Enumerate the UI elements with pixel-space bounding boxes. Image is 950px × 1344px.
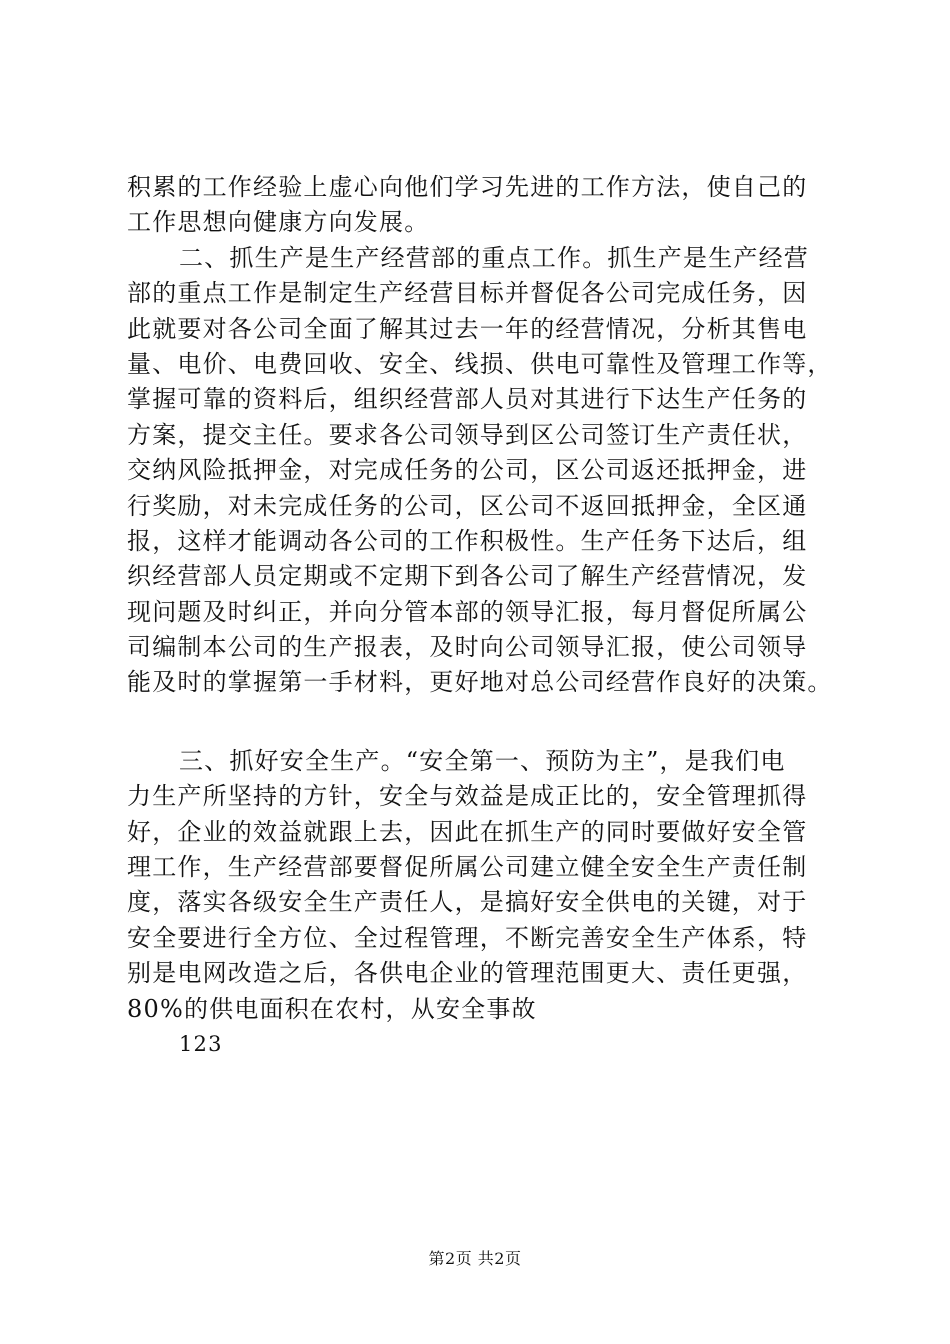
paragraph-spacer [127, 701, 853, 744]
paragraph-2-line-1: 二、抓生产是生产经营部的重点工作。抓生产是生产经营 [179, 243, 809, 272]
paragraph-3-line-4: 理工作，生产经营部要督促所属公司建立健全安全生产责任制 [127, 853, 808, 882]
paragraph-2-line-2: 部的重点工作是制定生产经营目标并督促各公司完成任务，因 [127, 279, 808, 308]
paragraph-3-line-8: 80%的供电面积在农村，从安全事故 [127, 994, 537, 1023]
inline-page-number: 123 [179, 1031, 223, 1056]
paragraph-2-line-10: 织经营部人员定期或不定期下到各公司了解生产经营情况，发 [127, 562, 808, 591]
paragraph-2-line-6: 方案，提交主任。要求各公司领导到区公司签订生产责任状， [127, 420, 808, 449]
paragraph-2-line-8: 行奖励，对未完成任务的公司，区公司不返回抵押金，全区通 [127, 491, 808, 520]
paragraph-3-line-7: 别是电网改造之后，各供电企业的管理范围更大、责任更强， [127, 959, 808, 988]
paragraph-2-line-5: 掌握可靠的资料后，组织经营部人员对其进行下达生产任务的 [127, 385, 808, 414]
paragraph-1-line-1: 积累的工作经验上虚心向他们学习先进的工作方法，使自己的 [127, 173, 808, 201]
paragraph-2-line-12: 司编制本公司的生产报表，及时向公司领导汇报，使公司领导 [127, 633, 808, 662]
paragraph-3-line-6: 安全要进行全方位、全过程管理，不断完善安全生产体系，特 [127, 923, 808, 952]
document-body [127, 170, 853, 1062]
paragraph-2-line-11: 现问题及时纠正，并向分管本部的领导汇报，每月督促所属公 [127, 597, 808, 626]
paragraph-2-line-3: 此就要对各公司全面了解其过去一年的经营情况，分析其售电 [127, 314, 808, 343]
paragraph-3-line-5: 度，落实各级安全生产责任人，是搞好安全供电的关键，对于 [127, 888, 808, 917]
paragraph-1-line-2: 工作思想向健康方向发展。 [127, 208, 430, 237]
paragraph-2-line-4: 量、电价、电费回收、安全、线损、供电可靠性及管理工作等， [127, 349, 833, 378]
paragraph-3-line-2: 力生产所坚持的方针，安全与效益是成正比的，安全管理抓得 [127, 782, 808, 811]
paragraph-2-line-13: 能及时的掌握第一手材料，更好地对总公司经营作良好的决策。 [127, 668, 833, 697]
page-footer: 第2页 共2页 [428, 1249, 522, 1268]
paragraph-3-line-3: 好，企业的效益就跟上去，因此在抓生产的同时要做好安全管 [127, 817, 808, 846]
paragraph-3-line-1: 三、抓好安全生产。“安全第一、预防为主”，是我们电 [179, 746, 786, 775]
paragraph-2-line-9: 报，这样才能调动各公司的工作积极性。生产任务下达后，组 [127, 526, 808, 555]
paragraph-2-line-7: 交纳风险抵押金，对完成任务的公司，区公司返还抵押金，进 [127, 456, 808, 485]
